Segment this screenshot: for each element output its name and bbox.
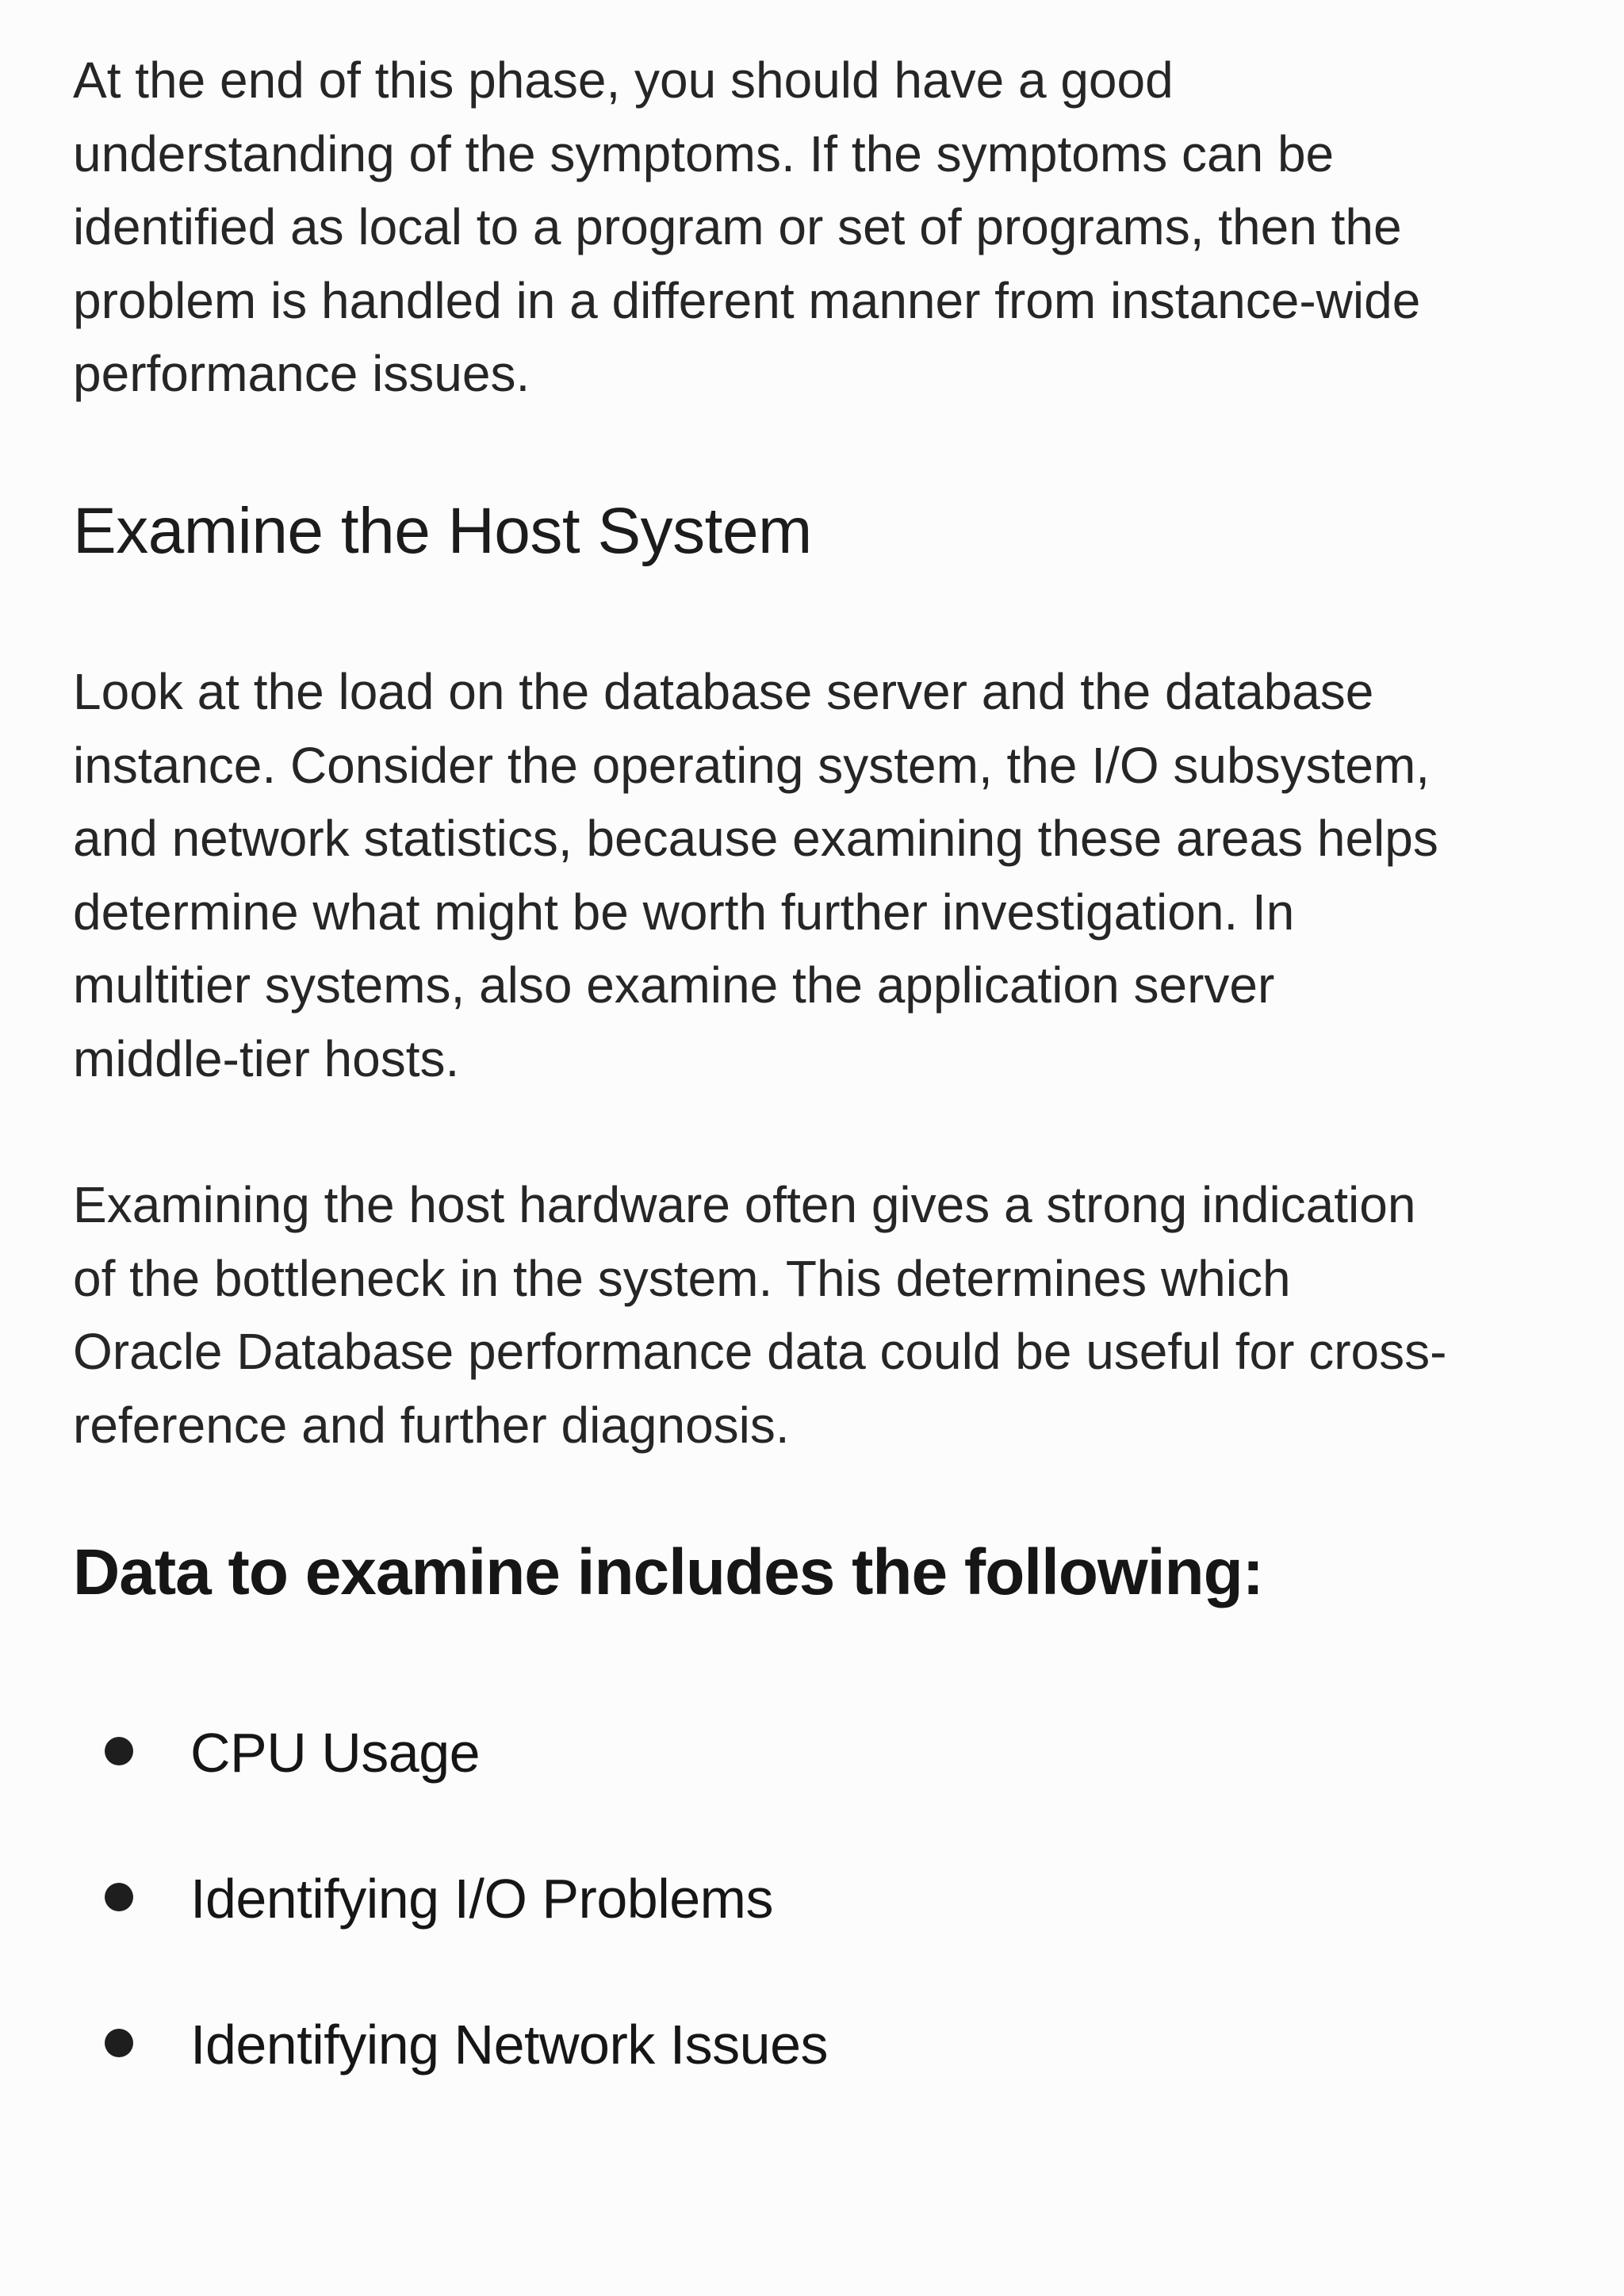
bullet-icon: [105, 2029, 133, 2057]
list-item-label[interactable]: Identifying Network Issues: [190, 2014, 829, 2076]
paragraph-look-at-load: Look at the load on the database server and the database instance. Consider the operating system, the I/O subsystem, and network statistics, because examining these areas helps determine what might be worth further investigation. In multitier systems, also examine the application server middle-tier hosts.: [73, 663, 1438, 1087]
intro-paragraph: At the end of this phase, you should have a good understanding of the symptoms. If the symptoms can be identified as local to a program or set of programs, then the problem is handled in a different manner from instance-wide performance issues.: [73, 52, 1421, 402]
section-heading-examine-host-system: Examine the Host System: [73, 495, 812, 567]
list-item-label[interactable]: Identifying I/O Problems: [190, 1868, 773, 1930]
bullet-icon: [105, 1883, 133, 1911]
list-heading: Data to examine includes the following:: [73, 1536, 1263, 1608]
paragraph-examining-host-hardware: Examining the host hardware often gives a strong indication of the bottleneck in the system. This determines which Oracle Database performance data could be useful for cross- reference and further diagnosis.: [73, 1176, 1447, 1454]
list-item-label[interactable]: CPU Usage: [190, 1722, 481, 1784]
bullet-icon: [105, 1737, 133, 1765]
